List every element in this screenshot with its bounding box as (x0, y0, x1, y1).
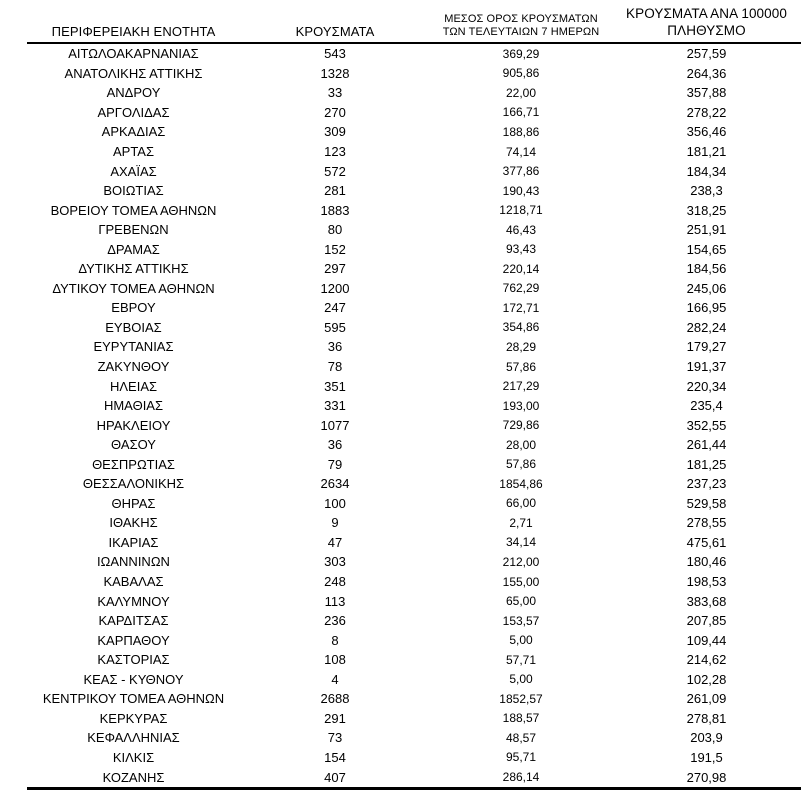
cell-cases-per-100000: 166,95 (686, 300, 727, 316)
cell-regional-unit: ΗΛΕΙΑΣ (109, 378, 158, 394)
cell-avg-7-days: 905,86 (502, 66, 540, 81)
cell-cases-per-100000: 257,59 (686, 46, 727, 62)
col-header-cases-label: ΚΡΟΥΣΜΑΤΑ (295, 23, 375, 39)
table-row (27, 220, 801, 240)
cell-cases-per-100000: 238,3 (690, 183, 723, 199)
cell-cases-per-100000: 278,81 (686, 710, 727, 726)
cell-cases: 4 (331, 671, 339, 687)
cell-cases-per-100000: 198,53 (686, 574, 727, 590)
cell-cases-per-100000: 203,9 (690, 730, 723, 746)
cell-cases-per-100000: 270,98 (686, 769, 727, 785)
cell-cases-per-100000: 180,46 (686, 554, 727, 570)
table-row (27, 513, 801, 533)
cell-regional-unit: ΒΟΡΕΙΟΥ ΤΟΜΕΑ ΑΘΗΝΩΝ (50, 202, 217, 218)
cell-avg-7-days: 74,14 (505, 144, 537, 159)
cell-cases: 100 (324, 495, 346, 511)
cell-regional-unit: ΚΑΛΥΜΝΟΥ (97, 593, 170, 609)
cell-regional-unit: ΘΑΣΟΥ (111, 437, 156, 453)
cell-regional-unit: ΚΕΦΑΛΛΗΝΙΑΣ (87, 730, 180, 746)
cell-regional-unit: ΔΡΑΜΑΣ (107, 241, 160, 257)
table-row (27, 83, 801, 103)
cell-cases: 248 (324, 574, 346, 590)
cell-cases-per-100000: 352,55 (686, 417, 727, 433)
col-header-avg-7-days-label-line2: ΤΩΝ ΤΕΛΕΥΤΑΙΩΝ 7 ΗΜΕΡΩΝ (442, 26, 600, 39)
table-row (27, 630, 801, 650)
cell-avg-7-days: 188,86 (502, 124, 540, 139)
table-row (27, 239, 801, 259)
cell-regional-unit: ΔΥΤΙΚΟΥ ΤΟΜΕΑ ΑΘΗΝΩΝ (52, 280, 215, 296)
cell-regional-unit: ΘΕΣΣΑΛΟΝΙΚΗΣ (82, 476, 185, 492)
cell-cases-per-100000: 184,34 (686, 163, 727, 179)
table-row (27, 298, 801, 318)
col-header-avg-7-days (430, 0, 612, 43)
cell-avg-7-days: 46,43 (505, 222, 537, 237)
cell-avg-7-days: 155,00 (502, 574, 540, 589)
cell-cases: 270 (324, 104, 346, 120)
cell-cases-per-100000: 109,44 (686, 632, 727, 648)
cell-regional-unit: ΙΘΑΚΗΣ (109, 515, 158, 531)
cell-cases-per-100000: 179,27 (686, 339, 727, 355)
table-row (27, 43, 801, 64)
cell-cases-per-100000: 278,22 (686, 104, 727, 120)
table-body (27, 43, 801, 788)
cell-cases-per-100000: 357,88 (686, 85, 727, 101)
table-row (27, 709, 801, 729)
cell-avg-7-days: 172,71 (502, 300, 540, 315)
table-row (27, 494, 801, 514)
cell-regional-unit: ΑΝΑΤΟΛΙΚΗΣ ΑΤΤΙΚΗΣ (64, 65, 203, 81)
table-row (27, 279, 801, 299)
cell-regional-unit: ΑΡΚΑΔΙΑΣ (101, 124, 166, 140)
table-row (27, 103, 801, 123)
cell-cases: 73 (327, 730, 343, 746)
cell-regional-unit: ΑΙΤΩΛΟΑΚΑΡΝΑΝΙΑΣ (68, 46, 199, 62)
cell-cases: 9 (331, 515, 339, 531)
cell-regional-unit: ΙΚΑΡΙΑΣ (108, 534, 159, 550)
table-row (27, 161, 801, 181)
table-row (27, 181, 801, 201)
cell-cases: 407 (324, 769, 346, 785)
cell-cases: 281 (324, 183, 346, 199)
cell-cases: 123 (324, 144, 346, 159)
cell-regional-unit: ΕΒΡΟΥ (111, 300, 156, 316)
cell-cases: 303 (324, 554, 346, 570)
cell-regional-unit: ΕΥΡΥΤΑΝΙΑΣ (93, 339, 174, 355)
cell-cases-per-100000: 356,46 (686, 124, 727, 140)
cell-cases: 309 (324, 124, 346, 140)
cell-regional-unit: ΑΡΓΟΛΙΔΑΣ (97, 104, 170, 120)
cell-avg-7-days: 212,00 (502, 554, 540, 569)
table-row (27, 415, 801, 435)
cell-regional-unit: ΚΕΝΤΡΙΚΟΥ ΤΟΜΕΑ ΑΘΗΝΩΝ (42, 691, 225, 707)
cell-cases: 152 (324, 241, 346, 257)
cell-cases: 36 (327, 437, 343, 453)
cell-avg-7-days: 190,43 (502, 183, 540, 198)
cell-avg-7-days: 28,29 (505, 339, 537, 354)
cell-avg-7-days: 93,43 (505, 242, 537, 257)
table-row (27, 337, 801, 357)
table-row (27, 748, 801, 768)
cell-avg-7-days: 57,71 (505, 652, 537, 667)
table-row (27, 533, 801, 553)
cell-regional-unit: ΘΗΡΑΣ (111, 495, 156, 511)
cell-cases-per-100000: 235,4 (690, 398, 723, 414)
cell-cases: 595 (324, 319, 346, 335)
cell-avg-7-days: 5,00 (509, 672, 533, 687)
regional-cases-table (27, 0, 801, 790)
cell-regional-unit: ΚΑΣΤΟΡΙΑΣ (97, 652, 170, 668)
table-row (27, 670, 801, 690)
cell-cases: 78 (327, 359, 343, 375)
cell-cases: 351 (324, 378, 346, 394)
cell-avg-7-days: 762,29 (502, 281, 540, 296)
cell-cases-per-100000: 475,61 (686, 534, 727, 550)
cell-avg-7-days: 5,00 (509, 633, 533, 648)
col-header-regional-unit (27, 0, 240, 43)
cell-cases-per-100000: 383,68 (686, 593, 727, 609)
cell-regional-unit: ΙΩΑΝΝΙΝΩΝ (97, 554, 170, 570)
cell-cases-per-100000: 278,55 (686, 515, 727, 531)
cell-cases: 113 (324, 593, 346, 609)
table-row (27, 200, 801, 220)
cell-avg-7-days: 57,86 (505, 457, 537, 472)
cell-avg-7-days: 729,86 (502, 418, 540, 433)
cell-avg-7-days: 153,57 (502, 613, 540, 628)
cell-cases: 247 (324, 300, 346, 316)
col-header-regional-unit-label: ΠΕΡΙΦΕΡΕΙΑΚΗ ΕΝΟΤΗΤΑ (51, 23, 216, 39)
table-row (27, 376, 801, 396)
table-row (27, 689, 801, 709)
table-row (27, 64, 801, 84)
header-row (27, 0, 801, 43)
cell-cases-per-100000: 102,28 (686, 671, 727, 687)
cell-avg-7-days: 188,57 (502, 711, 540, 726)
cell-avg-7-days: 34,14 (505, 535, 537, 550)
cell-cases-per-100000: 220,34 (686, 378, 727, 394)
table-header (27, 0, 801, 43)
cell-avg-7-days: 1854,86 (499, 476, 543, 491)
table-row (27, 572, 801, 592)
cell-cases-per-100000: 237,23 (686, 476, 727, 492)
table-row (27, 591, 801, 611)
cell-cases: 108 (324, 652, 346, 668)
cell-regional-unit: ΔΥΤΙΚΗΣ ΑΤΤΙΚΗΣ (78, 261, 189, 277)
cell-cases-per-100000: 154,65 (686, 241, 727, 257)
cell-cases-per-100000: 261,09 (686, 691, 727, 707)
table-row (27, 396, 801, 416)
cell-avg-7-days: 220,14 (502, 261, 540, 276)
cell-cases: 2634 (320, 476, 350, 492)
cell-avg-7-days: 193,00 (502, 398, 540, 413)
cell-cases: 1200 (320, 280, 350, 296)
table-row (27, 767, 801, 788)
col-header-cases-per-100000-label-line2: ΠΛΗΘΥΣΜΟ (667, 23, 746, 39)
regional-cases-table-container (27, 0, 801, 790)
cell-cases: 543 (324, 46, 346, 62)
cell-cases: 236 (324, 613, 346, 629)
cell-regional-unit: ΖΑΚΥΝΘΟΥ (97, 359, 170, 375)
cell-avg-7-days: 166,71 (502, 105, 540, 120)
cell-regional-unit: ΕΥΒΟΙΑΣ (105, 319, 162, 335)
cell-avg-7-days: 1218,71 (499, 203, 543, 218)
cell-regional-unit: ΑΡΤΑΣ (112, 144, 155, 159)
cell-cases: 1077 (320, 417, 350, 433)
cell-cases-per-100000: 251,91 (686, 222, 727, 238)
table-row (27, 435, 801, 455)
cell-cases: 2688 (320, 691, 350, 707)
cell-avg-7-days: 95,71 (505, 750, 537, 765)
cell-cases-per-100000: 261,44 (686, 437, 727, 453)
cell-cases-per-100000: 184,56 (686, 261, 727, 277)
cell-regional-unit: ΚΑΡΠΑΘΟΥ (97, 632, 170, 648)
cell-avg-7-days: 354,86 (502, 320, 540, 335)
cell-avg-7-days: 377,86 (502, 164, 540, 179)
cell-regional-unit: ΚΑΡΔΙΤΣΑΣ (98, 613, 169, 629)
cell-avg-7-days: 369,29 (502, 46, 540, 61)
cell-cases: 8 (331, 632, 339, 648)
cell-regional-unit: ΚΙΛΚΙΣ (112, 749, 155, 765)
cell-cases: 36 (327, 339, 343, 355)
cell-cases-per-100000: 245,06 (686, 280, 727, 296)
cell-cases: 572 (324, 163, 346, 179)
cell-avg-7-days: 217,29 (502, 379, 540, 394)
table-row (27, 454, 801, 474)
table-row (27, 318, 801, 338)
cell-regional-unit: ΚΕΑΣ - ΚΥΘΝΟΥ (83, 671, 184, 687)
cell-cases: 297 (324, 261, 346, 277)
table-row (27, 728, 801, 748)
table-row (27, 259, 801, 279)
cell-avg-7-days: 22,00 (505, 85, 537, 100)
cell-regional-unit: ΗΡΑΚΛΕΙΟΥ (96, 417, 171, 433)
col-header-cases-per-100000-label-line1: ΚΡΟΥΣΜΑΤΑ ΑΝΑ 100000 (626, 6, 787, 22)
cell-cases: 331 (324, 398, 346, 414)
cell-avg-7-days: 1852,57 (499, 691, 543, 706)
cell-regional-unit: ΑΧΑΪΑΣ (110, 163, 157, 179)
cell-cases-per-100000: 207,85 (686, 613, 727, 629)
cell-avg-7-days: 57,86 (505, 359, 537, 374)
cell-cases: 1883 (320, 202, 350, 218)
cell-regional-unit: ΚΕΡΚΥΡΑΣ (99, 710, 168, 726)
cell-cases: 33 (327, 85, 343, 101)
col-header-cases (240, 0, 430, 43)
col-header-avg-7-days-label-line1: ΜΕΣΟΣ ΟΡΟΣ ΚΡΟΥΣΜΑΤΩΝ (444, 12, 598, 25)
cell-regional-unit: ΚΟΖΑΝΗΣ (102, 769, 165, 785)
cell-cases: 47 (327, 534, 343, 550)
cell-cases-per-100000: 282,24 (686, 319, 727, 335)
cell-cases: 79 (327, 456, 343, 472)
cell-avg-7-days: 65,00 (505, 594, 537, 609)
cell-cases-per-100000: 191,5 (690, 749, 723, 765)
cell-regional-unit: ΚΑΒΑΛΑΣ (103, 574, 164, 590)
table-row (27, 611, 801, 631)
cell-cases-per-100000: 264,36 (686, 65, 727, 81)
cell-cases: 154 (324, 749, 346, 765)
cell-cases-per-100000: 529,58 (686, 495, 727, 511)
cell-avg-7-days: 28,00 (505, 437, 537, 452)
cell-cases: 291 (324, 710, 346, 726)
cell-regional-unit: ΒΟΙΩΤΙΑΣ (103, 183, 164, 199)
cell-avg-7-days: 2,71 (509, 515, 533, 530)
cell-cases-per-100000: 191,37 (686, 359, 727, 375)
table-row (27, 474, 801, 494)
cell-regional-unit: ΗΜΑΘΙΑΣ (103, 398, 164, 414)
cell-regional-unit: ΓΡΕΒΕΝΩΝ (98, 222, 169, 238)
col-header-cases-per-100000 (612, 0, 801, 43)
table-row (27, 650, 801, 670)
cell-regional-unit: ΑΝΔΡΟΥ (106, 85, 161, 101)
cell-cases-per-100000: 181,25 (686, 456, 727, 472)
cell-cases: 80 (327, 222, 343, 238)
cell-cases: 1328 (320, 65, 350, 81)
cell-avg-7-days: 48,57 (505, 730, 537, 745)
table-row (27, 552, 801, 572)
cell-cases-per-100000: 214,62 (686, 652, 727, 668)
cell-avg-7-days: 286,14 (502, 770, 540, 784)
cell-regional-unit: ΘΕΣΠΡΩΤΙΑΣ (92, 456, 175, 472)
table-row (27, 357, 801, 377)
cell-cases-per-100000: 318,25 (686, 202, 727, 218)
table-row (27, 142, 801, 162)
table-row (27, 122, 801, 142)
cell-avg-7-days: 66,00 (505, 496, 537, 511)
cell-cases-per-100000: 181,21 (686, 144, 727, 159)
